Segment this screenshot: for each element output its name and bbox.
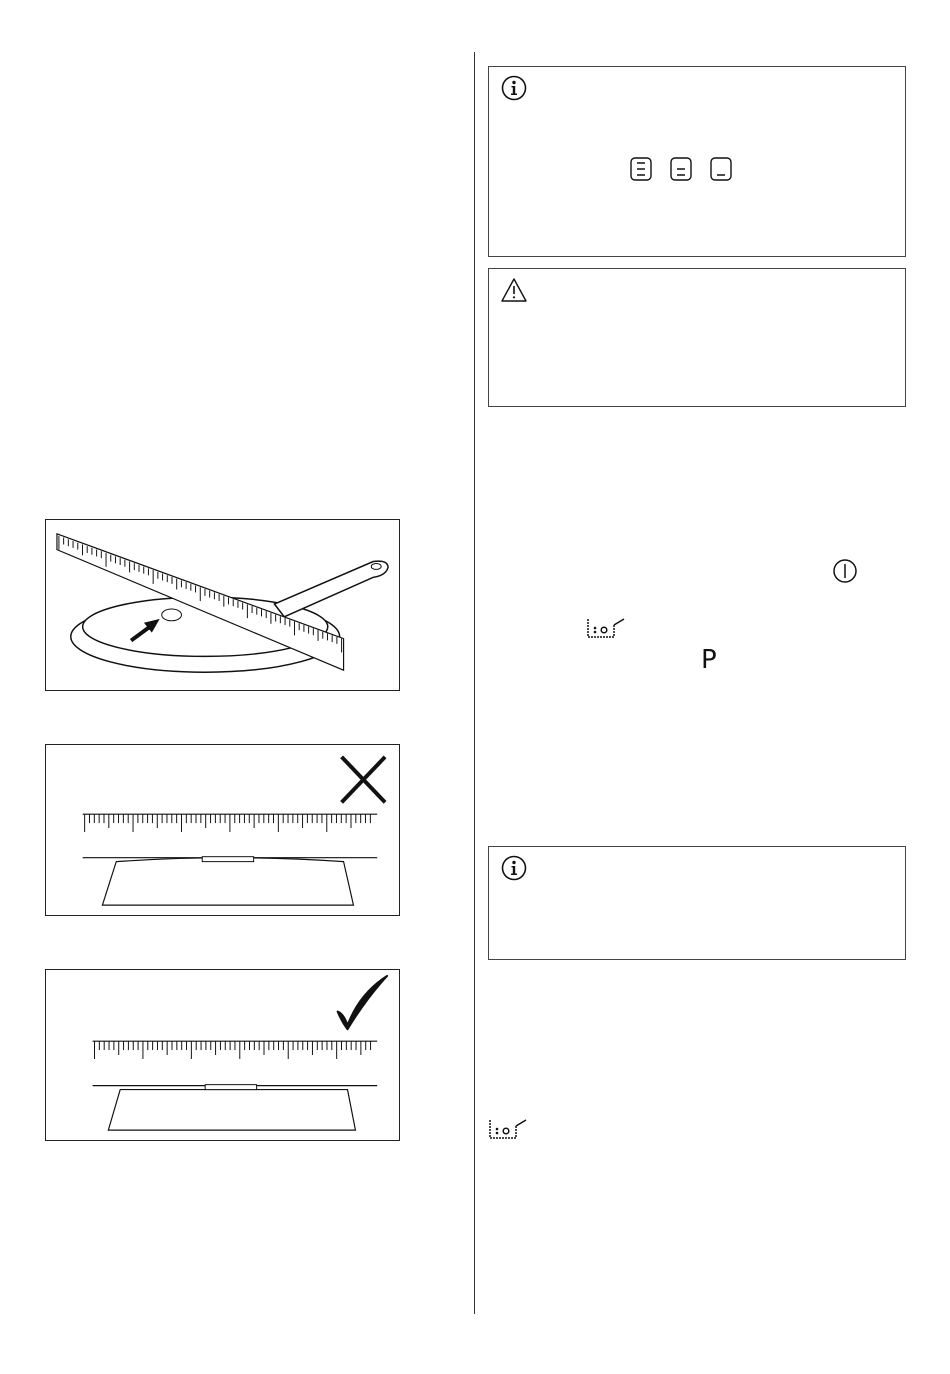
- figure-pan-base-wrong: [45, 744, 400, 916]
- pan-base-correct-illustration: [46, 970, 399, 1140]
- column-divider: [474, 52, 475, 1314]
- check-mark-icon: [338, 976, 387, 1029]
- pot-boil-icon-2: [488, 1117, 528, 1141]
- warning-note-box: [488, 268, 906, 407]
- figure-pan-base-correct: [45, 969, 400, 1141]
- pan-base-wrong-illustration: [46, 745, 399, 915]
- pot-boil-icon: [586, 616, 626, 640]
- cross-mark-icon: [342, 757, 385, 802]
- info-circle-icon: [501, 75, 527, 101]
- info-note-box-1: [488, 66, 906, 257]
- level-three-bars-icon: [631, 158, 651, 180]
- info-note-box-2: [488, 846, 906, 960]
- warning-triangle-icon: [501, 277, 527, 303]
- program-letter: P: [701, 645, 717, 675]
- figure-ruler-on-pan: [45, 519, 400, 691]
- level-bars-icons: [629, 156, 739, 182]
- ruler-on-pan-illustration: [46, 520, 399, 690]
- info-circle-icon: [501, 855, 527, 881]
- level-two-bars-icon: [671, 158, 691, 180]
- power-on-off-icon: [832, 558, 858, 584]
- level-one-bar-icon: [711, 158, 731, 180]
